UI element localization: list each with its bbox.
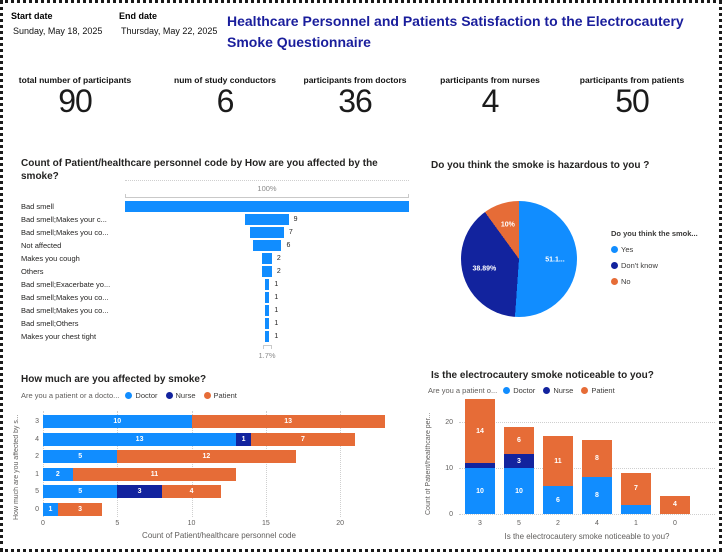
segment-value-label: 11: [150, 471, 159, 478]
funnel-value-label: 1: [274, 333, 279, 340]
segment-value-label: 10: [113, 418, 122, 425]
kpi-value: 4: [481, 83, 499, 119]
y-axis-category-label: 0: [35, 506, 39, 513]
segment-value-label: 1: [241, 436, 246, 443]
funnel-bar[interactable]: [253, 240, 282, 251]
gridline: [459, 422, 715, 423]
y-axis-category-label: 1: [35, 471, 39, 478]
kpi-card-total-participants: [5, 75, 145, 119]
chart-title: Count of Patient/healthcare personnel code by How are you affected by the smoke?: [21, 158, 378, 182]
doctor-bar-segment[interactable]: [43, 503, 58, 516]
end-date-card: [119, 11, 217, 36]
funnel-value-label: 6: [286, 242, 291, 249]
segment-value-label: 3: [137, 488, 142, 495]
y-axis-category-label: 2: [35, 453, 39, 460]
segment-value-label: 4: [673, 501, 677, 509]
funnel-bar[interactable]: [262, 266, 272, 277]
nurse-bar-segment[interactable]: [236, 433, 251, 446]
pie-legend: [611, 229, 698, 293]
start-date-value: Sunday, May 18, 2025: [13, 26, 103, 36]
funnel-value-label: 1: [274, 294, 279, 301]
x-axis-tick-label: 10: [187, 520, 196, 527]
gridline: [459, 514, 715, 515]
y-axis-tick-label: 20: [445, 419, 453, 426]
funnel-bar[interactable]: [265, 292, 270, 303]
legend-dot-icon: [503, 387, 510, 394]
segment-value-label: 3: [78, 506, 83, 513]
segment-value-label: 6: [556, 496, 560, 504]
legend-dot-icon: [125, 392, 132, 399]
kpi-card-patients: [563, 75, 701, 119]
segment-value-label: 6: [517, 436, 521, 444]
start-date-card: [11, 11, 102, 36]
legend-dot-icon: [543, 387, 550, 394]
funnel-category-label: Bad smell;Makes your c...: [21, 215, 107, 224]
x-axis-category-label: 2: [556, 520, 560, 527]
funnel-category-label: Bad smell: [21, 202, 54, 211]
kpi-card-study-conductors: [161, 75, 289, 119]
patient-bar-segment[interactable]: [192, 415, 385, 428]
x-axis-category-label: 4: [595, 520, 599, 527]
x-axis-category-label: 0: [673, 520, 677, 527]
kpi-value: 90: [58, 83, 92, 119]
pie-slice-label: 10%: [500, 221, 515, 229]
x-axis-tick-label: 20: [336, 520, 345, 527]
legend-dot-icon: [204, 392, 211, 399]
funnel-category-label: Bad smell;Others: [21, 319, 79, 328]
legend-item[interactable]: No: [611, 277, 698, 286]
x-axis-category-label: 3: [478, 520, 482, 527]
segment-value-label: 14: [476, 427, 484, 435]
funnel-value-label: 1: [274, 281, 279, 288]
segment-value-label: 10: [476, 487, 484, 495]
y-axis-category-label: 4: [35, 436, 39, 443]
legend-dot-icon: [581, 387, 588, 394]
y-axis-category-label: 3: [35, 418, 39, 425]
segment-value-label: 5: [78, 453, 83, 460]
funnel-category-label: Makes your chest tight: [21, 332, 97, 341]
patient-bar-segment[interactable]: [162, 485, 221, 498]
x-axis-category-label: 1: [634, 520, 638, 527]
x-axis-tick-label: 0: [41, 520, 45, 527]
kpi-label: num of study conductors: [174, 75, 276, 85]
funnel-bar[interactable]: [265, 279, 270, 290]
kpi-value: 6: [216, 83, 234, 119]
funnel-top-bracket: [125, 194, 409, 198]
patient-bar-segment[interactable]: [73, 468, 236, 481]
segment-value-label: 1: [48, 506, 53, 513]
patient-column-segment[interactable]: [543, 436, 573, 487]
nurse-column-segment[interactable]: [465, 463, 495, 468]
pie-slice-label: 38.89%: [472, 265, 497, 273]
kpi-card-doctors: [291, 75, 419, 119]
kpi-label: participants from nurses: [440, 75, 540, 85]
legend-dot-icon: [611, 246, 618, 253]
funnel-bottom-percent: 1.7%: [258, 351, 276, 360]
segment-value-label: 8: [595, 455, 599, 463]
segment-value-label: 4: [189, 488, 194, 495]
funnel-category-label: Not affected: [21, 241, 62, 250]
funnel-value-label: 9: [293, 216, 298, 223]
chart-title: Is the electrocautery smoke noticeable to you?: [431, 370, 654, 381]
funnel-top-percent: 100%: [257, 184, 277, 193]
kpi-value: 36: [338, 83, 372, 119]
kpi-label: participants from doctors: [303, 75, 407, 85]
nurse-column-segment[interactable]: [504, 454, 534, 468]
end-date-value: Thursday, May 22, 2025: [121, 26, 218, 36]
patient-bar-segment[interactable]: [117, 450, 295, 463]
doctor-column-segment[interactable]: [465, 468, 495, 514]
funnel-value-label: 7: [288, 229, 293, 236]
smoke-hazardous-pie-chart: [423, 151, 721, 363]
funnel-bar[interactable]: [265, 331, 270, 342]
kpi-value: 50: [615, 83, 649, 119]
legend-item[interactable]: Patient: [204, 391, 237, 400]
funnel-bar[interactable]: [265, 305, 270, 316]
legend-item[interactable]: Yes: [611, 245, 698, 254]
funnel-bar[interactable]: [265, 318, 270, 329]
legend-item[interactable]: Doctor: [503, 386, 535, 395]
end-date-label: End date: [119, 11, 158, 21]
smoke-noticeable-column-chart: [423, 361, 721, 549]
funnel-category-label: Bad smell;Makes you co...: [21, 306, 109, 315]
pie-legend-items: [611, 245, 698, 286]
segment-value-label: 5: [78, 488, 83, 495]
legend-dot-icon: [166, 392, 173, 399]
patient-column-segment[interactable]: [621, 473, 651, 505]
pie-slice-label: 51.1...: [545, 256, 565, 264]
segment-value-label: 13: [135, 436, 144, 443]
segment-value-label: 2: [55, 471, 60, 478]
legend-item[interactable]: Don't know: [611, 261, 698, 270]
legend-item[interactable]: Patient: [581, 386, 614, 395]
affected-by-smoke-bar-chart: [11, 365, 421, 547]
kpi-card-nurses: [430, 75, 550, 119]
chart-legend: [428, 386, 623, 395]
funnel-category-label: Bad smell;Makes you co...: [21, 228, 109, 237]
kpi-label: total number of participants: [18, 75, 132, 85]
funnel-bar[interactable]: [262, 253, 272, 264]
y-axis-tick-label: 10: [445, 465, 453, 472]
patient-column-segment[interactable]: [582, 440, 612, 477]
patient-column-segment[interactable]: [660, 496, 690, 514]
funnel-bar[interactable]: [125, 201, 409, 212]
patient-column-segment[interactable]: [465, 399, 495, 463]
doctor-bar-segment[interactable]: [43, 450, 117, 463]
dashboard-title: Healthcare Personnel and Patients Satisfaction to the Electrocautery Smoke Questionnaire: [227, 13, 684, 50]
patient-bar-segment[interactable]: [58, 503, 103, 516]
chart-legend: [21, 391, 245, 400]
kpi-label: participants from patients: [579, 75, 685, 85]
funnel-category-label: Makes you cough: [21, 254, 80, 263]
doctor-bar-segment[interactable]: [43, 485, 117, 498]
x-axis-tick-label: 5: [115, 520, 120, 527]
funnel-value-label: 1: [274, 320, 279, 327]
segment-value-label: 7: [634, 485, 638, 493]
segment-value-label: 12: [202, 453, 211, 460]
y-axis-tick-label: 0: [449, 511, 453, 518]
gridline: [125, 180, 409, 181]
legend-item[interactable]: Nurse: [166, 391, 196, 400]
y-axis-title: Count of Patient/healthcare per...: [425, 412, 432, 516]
y-axis-title: How much are you affected by s...: [13, 414, 20, 520]
doctor-column-segment[interactable]: [582, 477, 612, 514]
doctor-column-segment[interactable]: [621, 505, 651, 514]
legend-dot-icon: [611, 278, 618, 285]
patient-column-segment[interactable]: [504, 427, 534, 455]
nurse-bar-segment[interactable]: [117, 485, 162, 498]
segment-value-label: 10: [515, 487, 523, 495]
legend-title: Are you a patient or a docto...: [21, 391, 120, 400]
y-axis-category-label: 5: [35, 488, 39, 495]
legend-dot-icon: [611, 262, 618, 269]
doctor-column-segment[interactable]: [504, 468, 534, 514]
patient-bar-segment[interactable]: [251, 433, 355, 446]
funnel-value-label: 2: [276, 255, 281, 262]
affected-by-smoke-funnel-chart: [11, 151, 421, 363]
x-axis-title: Count of Patient/healthcare personnel code: [142, 531, 296, 540]
funnel-value-label: 1: [274, 307, 279, 314]
segment-value-label: 7: [301, 436, 305, 443]
segment-value-label: 8: [595, 492, 599, 500]
funnel-category-label: Bad smell;Exacerbate yo...: [21, 280, 111, 289]
legend-item[interactable]: Nurse: [543, 386, 573, 395]
doctor-bar-segment[interactable]: [43, 433, 236, 446]
x-axis-tick-label: 15: [261, 520, 270, 527]
funnel-bar[interactable]: [250, 227, 284, 238]
segment-value-label: 11: [554, 457, 562, 465]
legend-item[interactable]: Doctor: [125, 391, 157, 400]
funnel-bar[interactable]: [245, 214, 288, 225]
chart-title: Do you think the smoke is hazardous to you ?: [431, 160, 650, 171]
x-axis-category-label: 5: [517, 520, 521, 527]
x-axis-title: Is the electrocautery smoke noticeable to you?: [504, 532, 670, 541]
pie-legend-title: Do you think the smok...: [611, 229, 698, 238]
funnel-category-label: Others: [21, 267, 44, 276]
segment-value-label: 13: [284, 418, 293, 425]
funnel-value-label: 2: [276, 268, 281, 275]
doctor-bar-segment[interactable]: [43, 468, 73, 481]
start-date-label: Start date: [11, 11, 53, 21]
funnel-bottom-bracket: [263, 345, 272, 349]
chart-title: How much are you affected by smoke?: [21, 374, 207, 385]
doctor-bar-segment[interactable]: [43, 415, 192, 428]
legend-title: Are you a patient o...: [428, 386, 498, 395]
doctor-column-segment[interactable]: [543, 486, 573, 514]
segment-value-label: 3: [517, 457, 521, 465]
funnel-category-label: Bad smell;Makes you co...: [21, 293, 109, 302]
